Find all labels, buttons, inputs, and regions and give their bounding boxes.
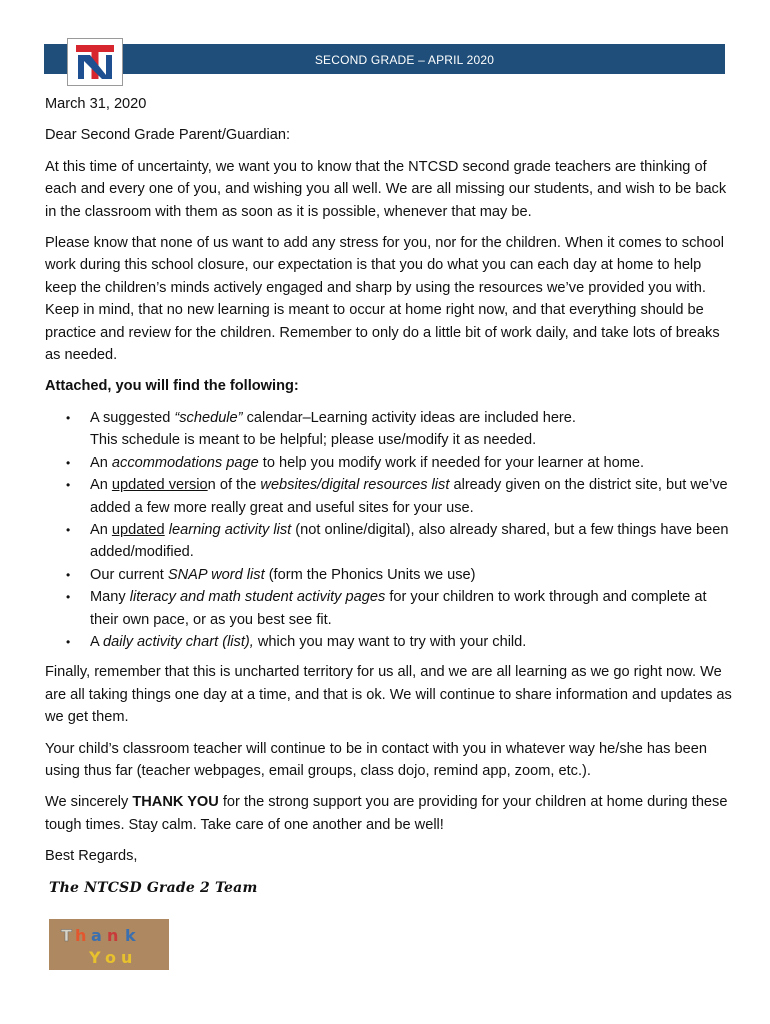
para5-text: We sincerely [45, 794, 133, 811]
letter-date: March 31, 2020 [45, 96, 147, 112]
header-banner [44, 44, 725, 74]
item-text: n of the [207, 477, 261, 494]
para5-text: for the strong support you are providing for your children at home during these tough times. Stay calm. Take care of one another and be well! [45, 794, 728, 833]
item-text: (not online/digital), also already shared, but a few things have been added/modified. [90, 521, 729, 561]
item-text: to help you modify work if needed for your learner at home. [258, 454, 645, 471]
signature: The NTCSD Grade 2 Team [49, 879, 258, 896]
item-text: which you may want to try with your child. [253, 633, 527, 650]
svg-text:u: u [121, 948, 133, 967]
item-text: for your children to work through and complete at their own pace, or as you best see fit. [90, 589, 707, 628]
paragraph-1: At this time of uncertainty, we want you to know that the NTCSD second grade teachers are thinking of each and every one of you, and wishing you all well. We are all missing our students, and wish to be back in the classroom with them as soon as it is possible, whenever that may be. [45, 158, 727, 220]
svg-text:n: n [107, 926, 119, 945]
item-emphasis: accommodations page [111, 454, 259, 471]
svg-text:Y: Y [89, 948, 101, 967]
letter-body [45, 90, 735, 899]
thank-you-image [49, 919, 169, 970]
district-logo [67, 38, 123, 86]
item-text: Our current [90, 566, 168, 583]
svg-text:k: k [125, 926, 136, 945]
banner-title: SECOND GRADE – APRIL 2020 [314, 53, 495, 67]
svg-text:T: T [61, 926, 72, 945]
salutation: Dear Second Grade Parent/Guardian: [45, 127, 290, 144]
item-text: An [90, 454, 112, 471]
svg-text:o: o [105, 948, 116, 967]
item-text: An [90, 477, 112, 494]
item-emphasis: websites/digital resources list [260, 477, 450, 494]
closing: Best Regards, [45, 848, 138, 865]
item-emphasis: learning activity list [168, 521, 292, 538]
bullet-icon: • [66, 590, 71, 605]
list-item [45, 452, 735, 474]
list-item [45, 407, 735, 452]
bullet-icon: • [66, 634, 71, 649]
list-item [45, 631, 735, 653]
list-item [45, 564, 735, 586]
item-emphasis: SNAP word list [167, 566, 265, 583]
bullet-icon: • [66, 478, 71, 493]
bullet-icon: • [66, 522, 71, 537]
list-item [45, 519, 735, 564]
svg-text:a: a [91, 926, 102, 945]
svg-text:h: h [75, 926, 87, 945]
item-emphasis: daily activity chart (list), [102, 633, 254, 650]
item-text: (form the Phonics Units we use) [264, 566, 476, 583]
paragraph-5 [45, 791, 735, 836]
list-item [45, 474, 735, 519]
paragraph-2: Please know that none of us want to add any stress for you, nor for the children. When it comes to school work during this school closure, our expectation is that you do what you can each day at home to help keep the children’s minds actively engaged and sharp by using the resources we’ve provided you with. Keep in mind, that no new learning is meant to occur at home right now, and that everything should be practice and review for the children. Remember to only do a little bit of work daily, and take lots of breaks as needed. [45, 235, 724, 364]
item-underline: updated [111, 521, 165, 538]
paragraph-3: Finally, remember that this is uncharted territory for us all, and we are all learning as we go right now. We are all taking things one day at a time, and that is ok. We will continue to share information and updates as we get them. [45, 664, 732, 726]
attachments-list [45, 407, 735, 653]
item-text: A [90, 633, 103, 650]
thank-you-emphasis: THANK YOU [132, 794, 219, 811]
item-text: A suggested [90, 409, 175, 426]
item-text: This schedule is meant to be helpful; please use/modify it as needed. [90, 432, 537, 449]
attachments-heading: Attached, you will find the following: [45, 378, 299, 395]
item-underline: updated versio [111, 477, 208, 494]
item-text: already given on the district site, but we’ve added a few more really great and useful sites for your use. [90, 477, 728, 516]
list-item [45, 586, 735, 631]
bullet-icon: • [66, 567, 71, 582]
bullet-icon: • [66, 455, 71, 470]
paragraph-4: Your child’s classroom teacher will continue to be in contact with you in whatever way he/she has been using thus far (teacher webpages, email groups, class dojo, remind app, zoom, etc.). [45, 740, 707, 779]
bullet-icon: • [66, 410, 71, 425]
item-emphasis: literacy and math student activity pages [129, 589, 386, 606]
item-text: An [90, 521, 112, 538]
item-emphasis: “schedule” [174, 409, 243, 426]
item-text: calendar–Learning activity ideas are included here. [242, 409, 576, 426]
item-text: Many [90, 589, 130, 606]
